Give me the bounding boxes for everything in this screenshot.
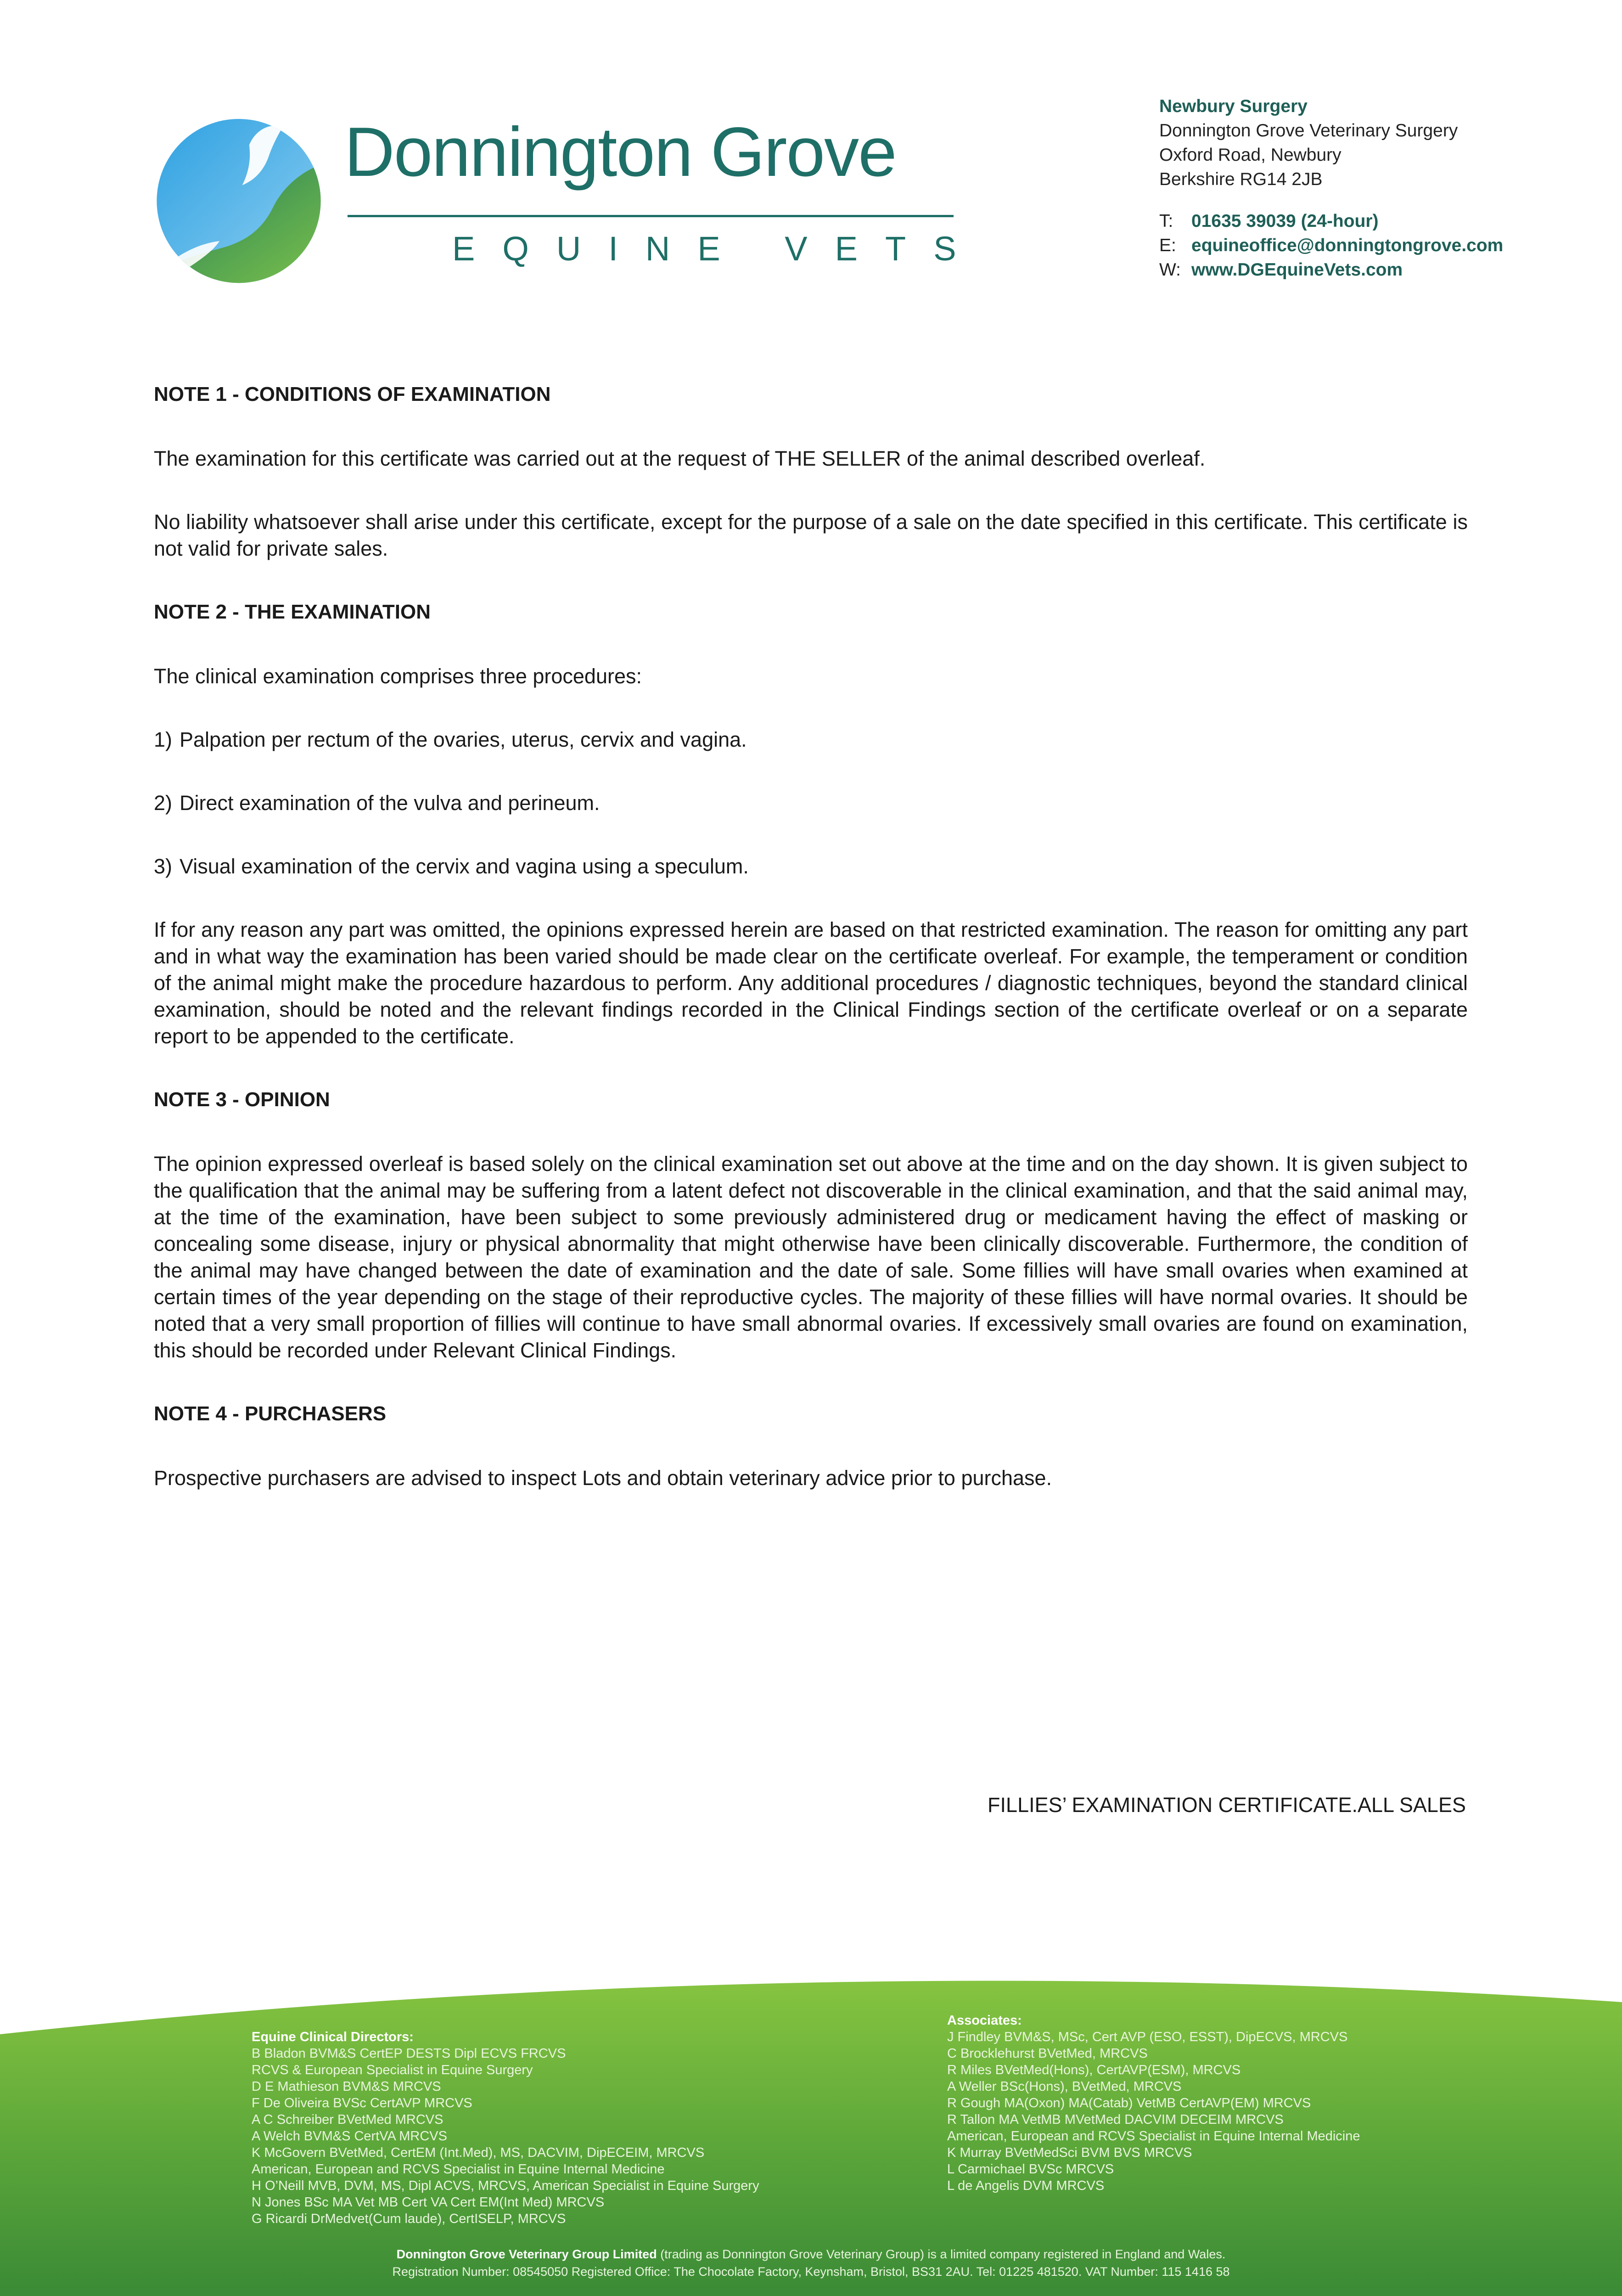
- brand-divider: [348, 215, 954, 217]
- telephone-number[interactable]: 01635 39039 (24-hour): [1191, 211, 1379, 231]
- company-name: Donnington Grove Veterinary Group Limited: [396, 2247, 657, 2261]
- note-1-heading: NOTE 1 - CONDITIONS OF EXAMINATION: [154, 383, 551, 405]
- list-item: F De Oliveira BVSc CertAVP MRCVS: [252, 2096, 472, 2110]
- associates-heading: Associates:: [947, 2013, 1022, 2028]
- legal-line-1-text: (trading as Donnington Grove Veterinary Group) is a limited company registered in England and Wales.: [657, 2247, 1226, 2261]
- clinical-directors-list: [252, 2029, 759, 2227]
- list-item: American, European and RCVS Specialist in Equine Internal Medicine: [947, 2129, 1360, 2144]
- note-4-paragraph: Prospective purchasers are advised to inspect Lots and obtain veterinary advice prior to purchase.: [154, 1466, 1052, 1490]
- list-item: D E Mathieson BVM&S MRCVS: [252, 2079, 441, 2094]
- list-item: R Tallon MA VetMB MVetMed DACVIM DECEIM MRCVS: [947, 2112, 1284, 2127]
- note-2-intro: The clinical examination comprises three procedures:: [154, 664, 642, 688]
- list-item: C Brocklehurst BVetMed, MRCVS: [947, 2046, 1148, 2061]
- note-2-omission-paragraph: If for any reason any part was omitted, the opinions expressed herein are based on that restricted examination. The reason for omitting any part and in what way the examination has been varied should be made clear on the certificate overleaf. For example, the temperament or condition of the animal might make the procedure hazardous to perform. Any additional procedures / diagnostic techniques, beyond the standard clinical examination, should be noted and the relevant findings recorded in the Clinical Findings section of the certificate overleaf or on a separate report to be appended to the certificate.: [154, 918, 1468, 1048]
- list-item: A Welch BVM&S CertVA MRCVS: [252, 2129, 447, 2144]
- note-1-paragraph-2: No liability whatsoever shall arise under this certificate, except for the purpose of a sale on the date specified in this certificate. This certificate is not valid for private sales.: [154, 510, 1468, 560]
- document-body: [154, 381, 1468, 1528]
- email-label: E:: [1159, 236, 1176, 255]
- associates-list: [947, 2012, 1360, 2194]
- list-item: K McGovern BVetMed, CertEM (Int.Med), MS, DACVIM, DipECEIM, MRCVS: [252, 2145, 705, 2160]
- list-item: A C Schreiber BVetMed MRCVS: [252, 2112, 443, 2127]
- contact-spacer: [1159, 191, 1503, 209]
- directors-heading: Equine Clinical Directors:: [252, 2030, 414, 2044]
- procedure-number: 1): [154, 728, 173, 751]
- list-item: J Findley BVM&S, MSc, Cert AVP (ESO, ESST), DipECVS, MRCVS: [947, 2030, 1348, 2044]
- note-2-heading: NOTE 2 - THE EXAMINATION: [154, 601, 431, 623]
- note-3-heading: NOTE 3 - OPINION: [154, 1088, 330, 1111]
- office-name: Newbury Surgery: [1159, 96, 1308, 116]
- legal-line-1: [0, 2245, 1622, 2263]
- list-item: R Gough MA(Oxon) MA(Catab) VetMB CertAVP(EM) MRCVS: [947, 2096, 1311, 2110]
- list-item: B Bladon BVM&S CertEP DESTS Dipl ECVS FRCVS: [252, 2046, 566, 2061]
- procedure-text: Visual examination of the cervix and vagina using a speculum.: [180, 855, 749, 878]
- list-item: G Ricardi DrMedvet(Cum laude), CertISELP, MRCVS: [252, 2212, 566, 2226]
- list-item: H O’Neill MVB, DVM, MS, Dipl ACVS, MRCVS, American Specialist in Equine Surgery: [252, 2178, 759, 2193]
- procedure-item: [154, 790, 1468, 816]
- address-line-2: Oxford Road, Newbury: [1159, 145, 1341, 165]
- address-line-1: Donnington Grove Veterinary Surgery: [1159, 121, 1458, 141]
- list-item: RCVS & European Specialist in Equine Surgery: [252, 2063, 533, 2077]
- brand-subtitle: EQUINE VETS: [452, 230, 984, 268]
- telephone-label: T:: [1159, 211, 1173, 231]
- note-4-heading: NOTE 4 - PURCHASERS: [154, 1402, 387, 1425]
- brand-name: Donnington Grove: [344, 113, 896, 191]
- procedure-item: [154, 853, 1468, 880]
- note-1-paragraph-1: The examination for this certificate was carried out at the request of THE SELLER of the animal described overleaf.: [154, 447, 1206, 470]
- list-item: A Weller BSc(Hons), BVetMed, MRCVS: [947, 2079, 1182, 2094]
- procedure-text: Direct examination of the vulva and perineum.: [180, 791, 600, 815]
- website-link[interactable]: www.DGEquineVets.com: [1191, 260, 1403, 280]
- company-legal-notice: [0, 2245, 1622, 2280]
- procedure-text: Palpation per rectum of the ovaries, uterus, cervix and vagina.: [180, 728, 747, 751]
- list-item: American, European and RCVS Specialist in Equine Internal Medicine: [252, 2162, 665, 2177]
- telephone-row: [1159, 209, 1503, 233]
- list-item: L de Angelis DVM MRCVS: [947, 2178, 1105, 2193]
- list-item: K Murray BVetMedSci BVM BVS MRCVS: [947, 2145, 1192, 2160]
- email-row: [1159, 233, 1503, 258]
- document-title-label: FILLIES’ EXAMINATION CERTIFICATE.ALL SALES: [988, 1793, 1466, 1817]
- address-line-3: Berkshire RG14 2JB: [1159, 169, 1323, 189]
- website-label: W:: [1159, 260, 1181, 280]
- procedure-number: 2): [154, 791, 173, 815]
- procedure-number: 3): [154, 855, 173, 878]
- list-item: R Miles BVetMed(Hons), CertAVP(ESM), MRCVS: [947, 2063, 1241, 2077]
- procedure-item: [154, 726, 1468, 753]
- contact-block: [1159, 94, 1503, 282]
- legal-line-2: Registration Number: 08545050 Registered Office: The Chocolate Factory, Keynsham, Bristol, BS31 2AU. Tel: 01225 481520. VAT Number: 115 1416 58: [392, 2265, 1230, 2279]
- email-link[interactable]: equineoffice@donningtongrove.com: [1191, 236, 1504, 255]
- note-3-paragraph: The opinion expressed overleaf is based solely on the clinical examination set out above at the time and on the day shown. It is given subject to the qualification that the animal may be suffering from a latent defect not discoverable in the clinical examination, and that the said animal may, at the time of the examination, have been subject to some previously administered drug or medicament having the effect of masking or concealing some disease, injury or physical abnormality that might otherwise have been clinically discoverable. Furthermore, the condition of the animal may have changed between the date of examination and the date of sale. Some fillies will have small ovaries when examined at certain times of the year depending on the stage of their reproductive cycles. The majority of these fillies will have normal ovaries. It should be noted that a very small proportion of fillies will continue to have small abnormal ovaries. If excessively small ovaries are found on examination, this should be recorded under Relevant Clinical Findings.: [154, 1152, 1468, 1362]
- website-row: [1159, 258, 1503, 282]
- horse-head-logo-icon: [152, 110, 326, 285]
- list-item: N Jones BSc MA Vet MB Cert VA Cert EM(Int Med) MRCVS: [252, 2195, 605, 2210]
- list-item: L Carmichael BVSc MRCVS: [947, 2162, 1114, 2177]
